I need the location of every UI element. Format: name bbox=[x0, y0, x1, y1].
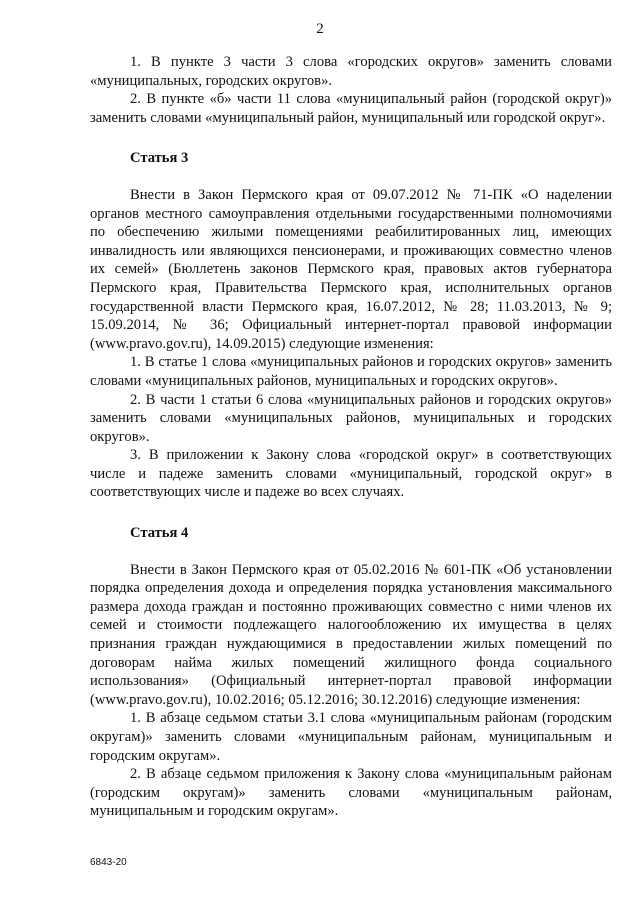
article-3-intro: Внести в Закон Пермского края от 09.07.2012 № 71-ПК «О наделении органов местного самоуправления отдельными государственными полномочиями по обеспечению жилыми помещениями реабилитированных лиц, имеющих инвалидность или являющихся пенсионерами, и проживающих совместно членов их семей» (Бюллетень законов Пермского края, правовых актов губернатора Пермского края, Правительства Пермского края, исполнительных органов государственной власти Пермского края, 16.07.2012, № 28; 11.03.2013, № 9; 15.09.2014, № 36; Официальный интернет-портал правовой информации (www.pravo.gov.ru), 14.09.2015) следующие изменения: bbox=[90, 186, 612, 352]
page-number: 2 bbox=[316, 21, 324, 37]
article-3-item-2: 2. В части 1 статьи 6 слова «муниципальных районов и городских округов» заменить словами «муниципальных районов, муниципальных и городских округов». bbox=[90, 391, 612, 445]
article-3-item-1: 1. В статье 1 слова «муниципальных районов и городских округов» заменить словами «муниципальных районов, муниципальных и городских округов». bbox=[90, 354, 612, 389]
article-3-item-3: 3. В приложении к Закону слова «городской округ» в соответствующих числе и падеже заменить словами «муниципальный, городской округ» в соответствующих числе и падеже во всех случаях. bbox=[90, 447, 612, 501]
document-code: 6843-20 bbox=[90, 857, 127, 868]
article-4-heading: Статья 4 bbox=[130, 525, 189, 542]
article-3-heading: Статья 3 bbox=[130, 150, 189, 167]
intro-item-1: 1. В пункте 3 части 3 слова «городских округов» заменить словами «муниципальных, городских округов». bbox=[90, 54, 612, 89]
document-body bbox=[90, 53, 612, 821]
article-4-intro: Внести в Закон Пермского края от 05.02.2016 № 601-ПК «Об установлении порядка определения дохода и определения порядка установления максимального размера дохода граждан и постоянно проживающих совместно с ними членов их семей и стоимости подлежащего налогообложению их имущества в целях признания граждан нуждающимися в предоставлении жилых помещений по договорам найма жилых помещений жилищного фонда социального использования» (Официальный интернет-портал правовой информации (www.pravo.gov.ru), 10.02.2016; 05.12.2016; 30.12.2016) следующие изменения: bbox=[90, 561, 612, 708]
article-4-item-1: 1. В абзаце седьмом статьи 3.1 слова «муниципальным районам (городским округам)» заменить словами «муниципальным районам, муниципальным и городским округам». bbox=[90, 710, 612, 764]
intro-item-2: 2. В пункте «б» части 11 слова «муниципальный район (городской округ)» заменить словами «муниципальный район, муниципальный или городской округ». bbox=[90, 91, 612, 126]
article-4-item-2: 2. В абзаце седьмом приложения к Закону слова «муниципальным районам (городским округам)» заменить словами «муниципальным районам, муниципальным и городским округам». bbox=[90, 766, 612, 820]
